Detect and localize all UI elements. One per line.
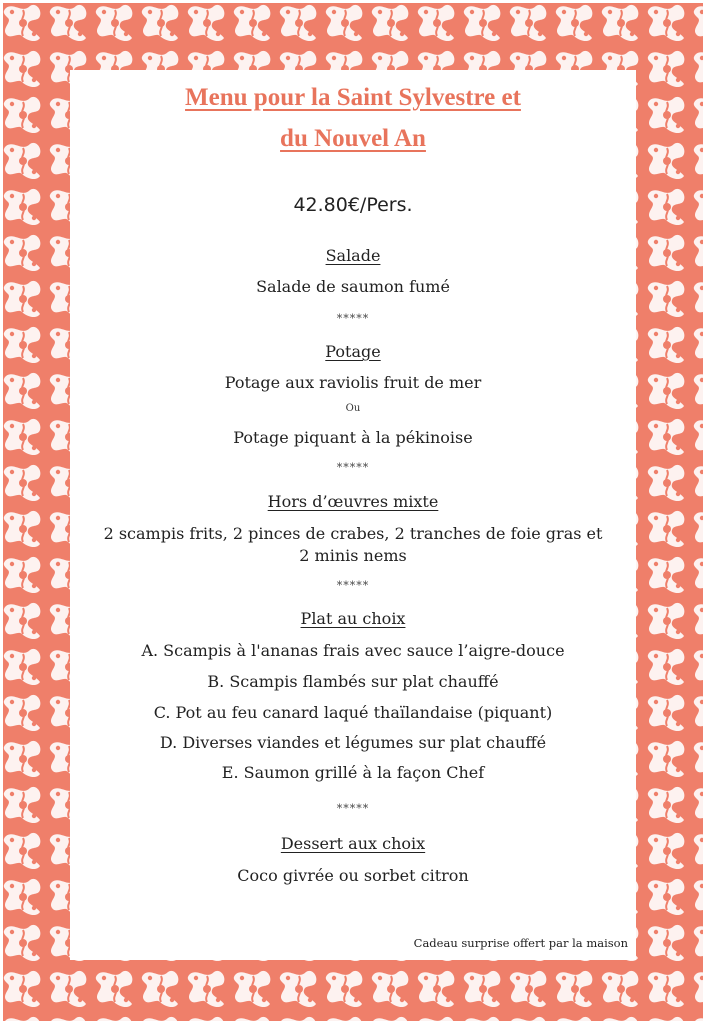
plat-option: A. Scampis à l'ananas frais avec sauce l’aigre-douce (141, 641, 565, 660)
section-heading-plat: Plat au choix (300, 609, 406, 628)
plat-option: B. Scampis flambés sur plat chauffé (207, 672, 499, 691)
menu-title-line1: Menu pour la Saint Sylvestre et (185, 84, 521, 111)
plat-option: C. Pot au feu canard laqué thaïlandaise (piquant) (153, 703, 553, 722)
separator: ***** (336, 579, 370, 592)
dish-hors-line1: 2 scampis frits, 2 pinces de crabes, 2 tranches de foie gras et (103, 524, 603, 543)
menu-title-line2: du Nouvel An (280, 125, 426, 152)
gift-note: Cadeau surprise offert par la maison (413, 936, 628, 950)
dish-salade: Salade de saumon fumé (256, 277, 450, 296)
section-heading-potage: Potage (325, 342, 381, 361)
dish-dessert: Coco givrée ou sorbet citron (237, 866, 469, 885)
menu-price: 42.80€/Pers. (293, 194, 413, 216)
dish-potage-1: Potage aux raviolis fruit de mer (224, 373, 482, 392)
separator: ***** (336, 312, 370, 325)
plat-option: E. Saumon grillé à la façon Chef (221, 763, 485, 782)
dish-hors-line2: 2 minis nems (299, 546, 407, 565)
section-heading-salade: Salade (325, 246, 381, 265)
section-heading-dessert: Dessert aux choix (280, 834, 426, 853)
or-label: Ou (345, 403, 361, 414)
plat-option: D. Diverses viandes et légumes sur plat chauffé (159, 733, 547, 752)
separator: ***** (336, 802, 370, 815)
section-heading-hors: Hors d’œuvres mixte (267, 492, 439, 511)
separator: ***** (336, 461, 370, 474)
dish-potage-2: Potage piquant à la pékinoise (233, 428, 473, 447)
